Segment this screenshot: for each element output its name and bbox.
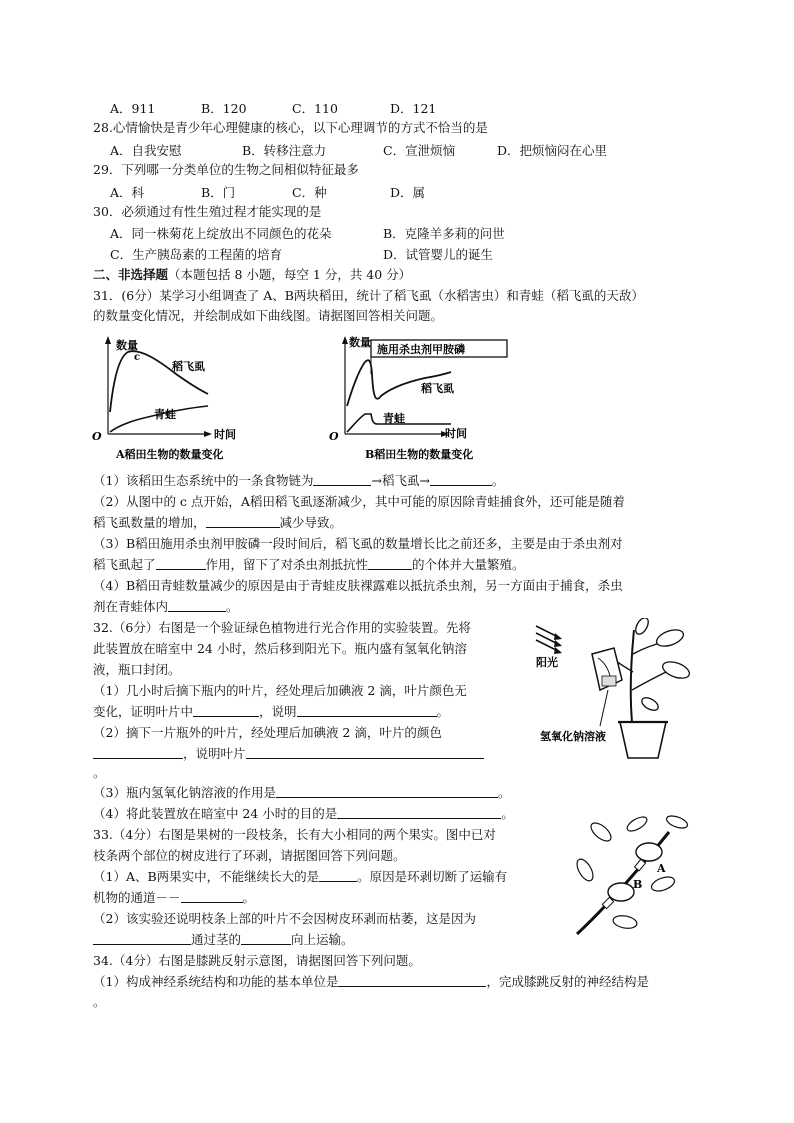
q31-sub1 (93, 472, 504, 490)
chart-a-xlabel: 时间 (214, 428, 236, 441)
q31-stem-line1: 31．(6分）某学习小组调查了 A、B两块稻田，统计了稻飞虱（水稻害虫）和青蛙（稻飞虱的天敌） (93, 288, 644, 303)
plant-stem (631, 630, 634, 722)
sunlight-label: 阳光 (536, 656, 558, 669)
leaf-1 (588, 820, 614, 845)
chart-b-caption: B稻田生物的数量变化 (365, 448, 474, 461)
fruit-a (636, 843, 662, 861)
q31-sub1-text-c: 。 (491, 473, 505, 488)
q32-stem-line2: 此装置放在暗室中 24 小时，然后移到阳光下。瓶内盛有氢氧化钠溶 (93, 641, 467, 656)
q27-option-b: B．120 (201, 101, 247, 116)
q32-sub3-text-b: 。 (497, 785, 511, 800)
q31-sub1-text-a: （1）该稻田生态系统中的一条食物链为 (93, 473, 314, 488)
q33-blank-4[interactable] (241, 932, 291, 945)
chart-a-caption: A稻田生物的数量变化 (116, 448, 224, 461)
q29-option-b: B．门 (201, 185, 236, 200)
q32-sub2-end: 。 (93, 765, 106, 780)
section-note: （本题包括 8 小题，每空 1 分，共 40 分） (168, 267, 412, 282)
q32-stem-line1: 32.（6分）右图是一个验证绿色植物进行光合作用的实验装置。先将 (93, 620, 471, 635)
q32-sub3-text-a: （3）瓶内氢氧化钠溶液的作用是 (93, 785, 276, 800)
chart-a-y-arrow (105, 336, 111, 344)
chart-b-origin: O (329, 430, 339, 443)
q28-option-a: A．自我安慰 (110, 143, 182, 158)
q34-sub1-end: 。 (93, 994, 106, 1009)
q33-sub1-line2 (93, 889, 255, 907)
leaf-4 (574, 857, 596, 884)
q33-sub1-text-a: （1）A、B两果实中，不能继续长大的是 (93, 869, 320, 884)
q33-stem-line2: 枝条两个部位的树皮进行了环剥，请据图回答下列问题。 (93, 848, 406, 863)
q28-stem: 28.心情愉快是青少年心理健康的核心，以下心理调节的方式不恰当的是 (93, 120, 488, 135)
chart-b-xlabel: 时间 (445, 427, 467, 440)
q32-sub2-line1: （2）摘下一片瓶外的叶片，经处理后加碘液 2 滴，叶片的颜色 (93, 725, 442, 740)
q27-option-a: A．911 (110, 101, 156, 116)
q33-sub2-line2 (93, 931, 354, 949)
q30-option-d: D．试管婴儿的诞生 (383, 247, 494, 262)
q32-sub4-text-a: （4）将此装置放在暗室中 24 小时的目的是 (93, 806, 338, 821)
q32-sub1-text-d: 。 (436, 704, 450, 719)
q30-option-b: B．克隆羊多莉的问世 (383, 226, 505, 241)
chart-a-series2-label: 青蛙 (154, 408, 176, 421)
q32-sub1-line1: （1）几小时后摘下瓶内的叶片，经处理后加碘液 2 滴，叶片颜色无 (93, 683, 467, 698)
chart-a-origin: O (92, 430, 102, 443)
q32-sub4-text-b: 。 (501, 806, 514, 821)
leaf-3 (665, 814, 689, 831)
q32-blank-5[interactable] (276, 785, 498, 798)
q33-stem-line1: 33.（4分）右图是果树的一段枝条，长有大小相同的两个果实。图中已对 (93, 827, 496, 842)
q33-sub1-text-c: 机物的通道－－ (93, 890, 181, 905)
q32-sub1-text-b: 变化，证明叶片中 (93, 704, 194, 719)
fruit-b (608, 883, 634, 901)
q34-stem: 34.（4分）右图是膝跳反射示意图，请据图回答下列问题。 (93, 953, 421, 968)
q31-sub2-line1: （2）从图中的 c 点开始，A稻田稻飞虱逐渐减少，其中可能的原因除青蛙捕食外，还可能是随着 (93, 494, 625, 509)
q31-sub4-text-c: 。 (226, 599, 239, 614)
q33-blank-1[interactable] (319, 869, 357, 882)
q28-option-b: B．转移注意力 (242, 143, 327, 158)
q33-blank-2[interactable] (181, 890, 243, 903)
q34-sub1-text-b: ，完成膝跳反射的神经结构是 (486, 974, 649, 989)
q33-sub2-text-b: 通过茎的 (191, 932, 242, 947)
plant-branch-right (632, 672, 666, 690)
q34-sub1-line1 (93, 973, 649, 991)
sunlight-arrowhead-2 (554, 640, 562, 647)
leaf-5 (650, 874, 677, 893)
q31-blank-1[interactable] (313, 473, 371, 486)
q32-blank-1[interactable] (193, 704, 259, 717)
q32-sub3 (93, 784, 510, 802)
q31-blank-6[interactable] (168, 599, 226, 612)
q31-blank-2[interactable] (430, 473, 492, 486)
q29-option-d: D．属 (390, 185, 426, 200)
q31-sub3-text-b: 稻飞虱起了 (93, 557, 156, 572)
q31-sub3-text-c: 作用，留下了对杀虫剂抵抗性 (205, 557, 369, 572)
q31-sub1-text-b: →稻飞虱→ (371, 473, 430, 488)
q31-sub2-text-c: 减少导致。 (279, 515, 343, 530)
q33-sub1-line1 (93, 868, 507, 886)
leaf-right (660, 659, 691, 682)
q32-blank-4[interactable] (246, 746, 484, 759)
leaf-2 (625, 814, 649, 834)
chart-a-x-arrow (204, 431, 212, 437)
q31-sub3-text-d: 的个体并大量繁殖。 (412, 557, 525, 572)
q33-sub2-line1: （2）该实验还说明枝条上部的叶片不会因树皮环剥而枯萎，这是因为 (93, 911, 476, 926)
leaf-top (633, 618, 651, 636)
section-title: 二、非选择题 (93, 267, 169, 282)
q34-blank-1[interactable] (338, 974, 486, 987)
naoh-liquid (602, 676, 616, 686)
sunlight-arrowhead-3 (554, 647, 562, 654)
q28-option-c: C．宣泄烦恼 (383, 143, 456, 158)
q32-sub2-text-b: ，说明叶片 (183, 746, 246, 761)
q33-sub2-text-c: 向上运输。 (291, 932, 354, 947)
q31-stem-line2: 的数量变化情况，并绘制成如下曲线图。请据图回答相关问题。 (93, 308, 444, 323)
solution-pointer (600, 690, 608, 726)
q32-sub2-line2 (93, 745, 484, 763)
q31-sub4-line2 (93, 598, 239, 616)
solution-label: 氢氧化钠溶液 (540, 730, 606, 743)
leaf-6 (612, 914, 638, 930)
chart-b-y-arrow (342, 336, 348, 344)
q32-sub1-line2 (93, 703, 449, 721)
sunlight-arrowhead-1 (554, 633, 562, 640)
q33-sub1-text-d: 。 (242, 890, 256, 905)
q32-sub4 (93, 805, 514, 823)
q31-sub3-line1: （3）B稻田施用杀虫剂甲胺磷一段时间后，稻飞虱的数量增长比之前还多，主要是由于杀虫剂对 (93, 536, 623, 551)
q30-option-a: A．同一株菊花上绽放出不同颜色的花朵 (110, 226, 332, 241)
q27-option-c: C．110 (292, 101, 338, 116)
q31-sub2-text-b: 稻飞虱数量的增加， (93, 515, 206, 530)
q32-figure (530, 618, 710, 770)
q34-sub1-text-a: （1）构成神经系统结构和功能的基本单位是 (93, 974, 339, 989)
flower-pot (620, 722, 666, 758)
q31-blank-5[interactable] (368, 557, 412, 570)
q33-sub1-text-b: 。原因是环剥切断了运输有 (357, 869, 508, 884)
fruit-b-label: B (633, 878, 643, 891)
q33-blank-3[interactable] (93, 932, 191, 945)
chart-a (88, 334, 308, 464)
q30-stem: 30．必须通过有性生殖过程才能实现的是 (93, 204, 322, 219)
chart-a-point-c: c (134, 352, 141, 363)
q32-sub1-text-c: ，说明 (259, 704, 297, 719)
section-heading (93, 266, 411, 284)
q32-blank-3[interactable] (93, 746, 183, 759)
chart-a-ylabel: 数量 (116, 339, 138, 352)
q29-stem: 29．下列哪一分类单位的生物之间相似特征最多 (93, 162, 359, 177)
chart-b (325, 334, 525, 464)
q31-sub4-line1: （4）B稻田青蛙数量减少的原因是由于青蛙皮肤裸露难以抵抗杀虫剂，另一方面由于捕食，杀虫 (93, 578, 623, 593)
q30-option-c: C．生产胰岛素的工程菌的培育 (110, 247, 283, 262)
q31-sub3-line2 (93, 556, 525, 574)
q28-option-d: D．把烦恼闷在心里 (497, 143, 608, 158)
q29-option-a: A．科 (110, 185, 145, 200)
chart-a-series1-label: 稻飞虱 (172, 360, 205, 373)
q27-option-d: D．121 (390, 101, 437, 116)
fruit-a-label: A (657, 862, 666, 875)
chart-b-box-label: 施用杀虫剂甲胺磷 (377, 343, 465, 356)
q32-stem-line3: 液，瓶口封闭。 (93, 662, 181, 677)
q32-blank-2[interactable] (297, 704, 437, 717)
chart-b-ylabel: 数量 (349, 336, 371, 349)
leaf-upper (654, 627, 685, 650)
q31-sub2-line2 (93, 514, 342, 532)
leaf-lower (640, 695, 661, 713)
chart-b-series2-label: 青蛙 (383, 412, 405, 425)
q31-blank-3[interactable] (206, 515, 280, 528)
q31-sub4-text-b: 剂在青蛙体内 (93, 599, 169, 614)
q33-figure (565, 812, 695, 944)
q32-blank-6[interactable] (337, 806, 501, 819)
q31-blank-4[interactable] (156, 557, 206, 570)
chart-b-series1-label: 稻飞虱 (421, 382, 454, 395)
q29-option-c: C．种 (292, 185, 327, 200)
